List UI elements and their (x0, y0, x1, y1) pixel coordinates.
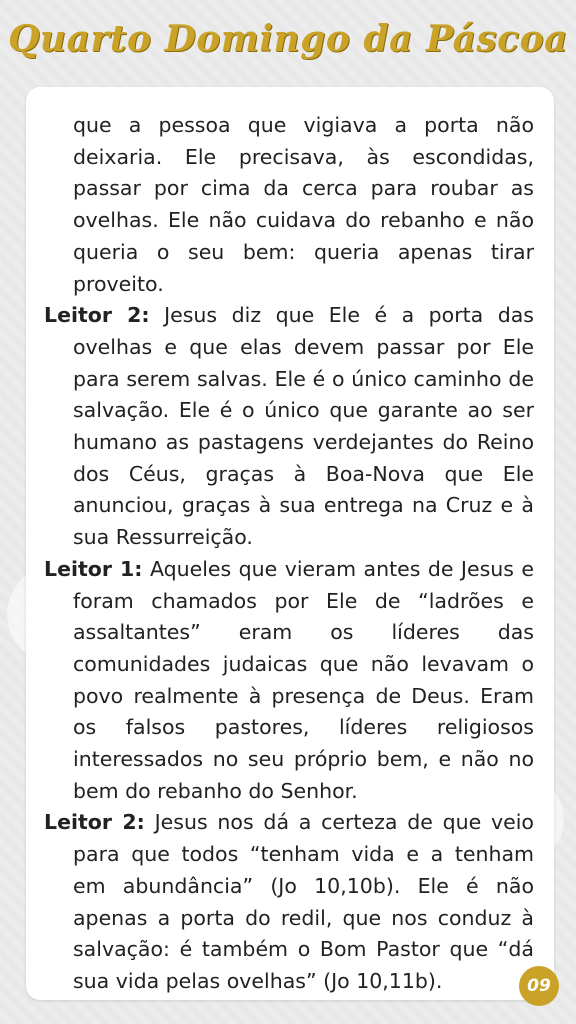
intro-paragraph: que a pessoa que vigiava a porta não deixaria. Ele precisava, às escondidas, passar por cima da cerca para roubar as ovelhas. Ele não cuidava do rebanho e não queria o seu bem: queria apenas tirar proveito. (73, 113, 534, 296)
page-number-badge: 09 (519, 966, 559, 1006)
speaker-block (44, 807, 534, 997)
speaker-block (44, 554, 534, 808)
speaker-text: Jesus diz que Ele é a porta das ovelhas e que elas devem passar por Ele para serem salvas. Ele é o único caminho de salvação. Ele é o único que garante ao ser humano as pastagens verdejantes do Reino dos Céus, graças à Boa-Nova que Ele anunciou, graças à sua entrega na Cruz e à sua Ressurreição. (73, 303, 534, 550)
speaker-text: Aqueles que vieram antes de Jesus e foram chamados por Ele de “ladrões e assaltantes” eram os líderes das comunidades judaicas que não levavam o povo realmente à presença de Deus. Eram os falsos pastores, líderes religiosos interessados no seu próprio bem, e não no bem do rebanho do Senhor. (73, 556, 534, 803)
speaker-block (44, 300, 534, 554)
speaker-text: Jesus nos dá a certeza de que veio para que todos “tenham vida e a tenham em abundância” (Jo 10,10b). Ele é não apenas a porta do redil, que nos conduz à salvação: é também o Bom Pastor que “dá sua vida pelas ovelhas” (Jo 10,11b). (73, 810, 534, 993)
reading-text (44, 110, 534, 998)
page-title: Quarto Domingo da Páscoa (8, 18, 568, 60)
speaker-label: Leitor 2: (44, 810, 145, 835)
speaker-label: Leitor 2: (44, 303, 150, 328)
speaker-label: Leitor 1: (44, 556, 143, 581)
